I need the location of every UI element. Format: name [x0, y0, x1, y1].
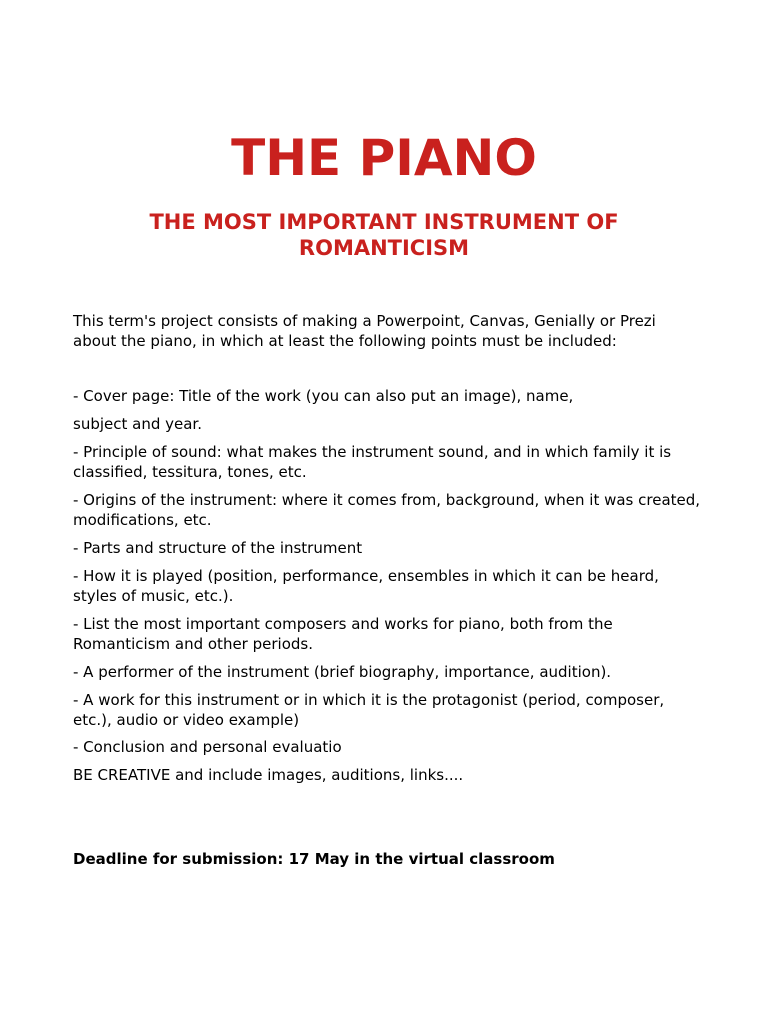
- list-item-origins: - Origins of the instrument: where it comes from, background, when it was created, modifications, etc.: [73, 491, 701, 529]
- list-item-principle-of-sound: - Principle of sound: what makes the instrument sound, and in which family it is classified, tessitura, tones, etc.: [73, 443, 672, 481]
- list-item-work: - A work for this instrument or in which it is the protagonist (period, composer, etc.), audio or video example): [73, 691, 665, 729]
- list-item-cover-page-continued: subject and year.: [73, 415, 202, 433]
- list-item-parts-structure: - Parts and structure of the instrument: [73, 539, 363, 557]
- list-item-composers: - List the most important composers and works for piano, both from the Romanticism and other periods.: [73, 615, 613, 653]
- list-item-cover-page: - Cover page: Title of the work (you can also put an image), name,: [73, 387, 574, 405]
- creative-note: BE CREATIVE and include images, auditions, links....: [73, 766, 464, 784]
- intro-paragraph: This term's project consists of making a Powerpoint, Canvas, Genially or Prezi about the piano, in which at least the following points must be included:: [73, 312, 656, 350]
- document-subtitle: THE MOST IMPORTANT INSTRUMENT OF ROMANTICISM: [149, 210, 619, 260]
- list-item-performer: - A performer of the instrument (brief biography, importance, audition).: [73, 663, 612, 681]
- deadline-text: Deadline for submission: 17 May in the virtual classroom: [73, 850, 555, 868]
- document-title: THE PIANO: [231, 129, 537, 187]
- list-item-conclusion: - Conclusion and personal evaluatio: [73, 738, 342, 756]
- list-item-how-played: - How it is played (position, performance, ensembles in which it can be heard, styles of music, etc.).: [73, 567, 659, 605]
